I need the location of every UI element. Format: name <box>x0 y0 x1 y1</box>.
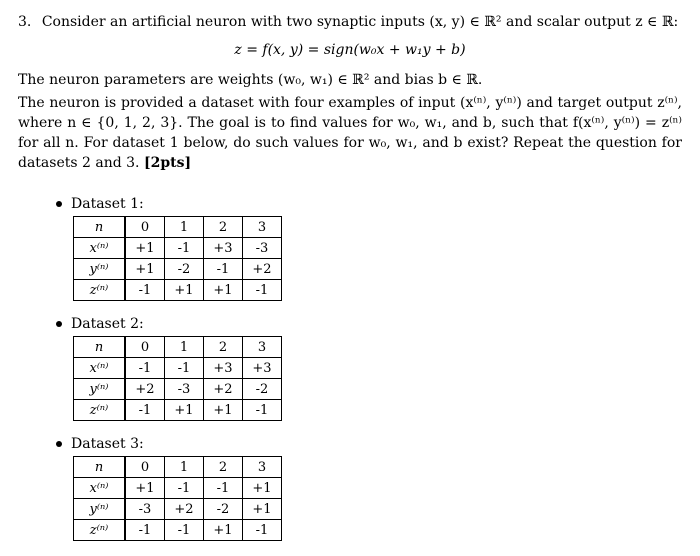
header-cell: 1 <box>165 217 204 238</box>
table-cell: -2 <box>165 259 204 280</box>
table-row <box>74 520 282 541</box>
dataset-title: Dataset 2: <box>71 316 144 332</box>
header-cell: 3 <box>243 457 282 478</box>
header-cell: n <box>74 217 126 238</box>
bullet-icon <box>56 201 62 207</box>
table-cell: -1 <box>204 259 243 280</box>
bullet-icon <box>56 441 62 447</box>
points-label: [2pts] <box>143 155 192 171</box>
row-label: y⁽ⁿ⁾ <box>74 259 126 280</box>
question-text <box>18 93 682 173</box>
table-cell: +1 <box>165 400 204 421</box>
header-cell: 1 <box>165 337 204 358</box>
table-cell: -1 <box>125 280 165 301</box>
table-cell: -1 <box>125 520 165 541</box>
table-cell: +1 <box>243 499 282 520</box>
header-cell: 3 <box>243 217 282 238</box>
table-header-row <box>74 457 282 478</box>
dataset-3 <box>56 436 282 541</box>
table-row <box>74 238 282 259</box>
table-cell: +2 <box>204 379 243 400</box>
table-cell: +2 <box>243 259 282 280</box>
row-label: x⁽ⁿ⁾ <box>74 238 126 259</box>
problem-intro: Consider an artificial neuron with two synaptic inputs (x, y) ∈ ℝ² and scalar output z ∈ ℝ: <box>41 14 679 30</box>
table-cell: -1 <box>204 478 243 499</box>
table-cell: -3 <box>125 499 165 520</box>
table-cell: +1 <box>125 259 165 280</box>
table-cell: -1 <box>125 400 165 421</box>
header-cell: 0 <box>125 217 165 238</box>
neuron-equation: z = f(x, y) = sign(w₀x + w₁y + b) <box>234 42 466 58</box>
table-cell: -3 <box>243 238 282 259</box>
table-cell: +2 <box>165 499 204 520</box>
dataset-1 <box>56 196 282 301</box>
table-cell: -1 <box>165 238 204 259</box>
dataset-2 <box>56 316 282 421</box>
table-cell: -2 <box>204 499 243 520</box>
table-cell: +1 <box>204 280 243 301</box>
table-cell: +1 <box>125 238 165 259</box>
table-row <box>74 478 282 499</box>
table-header-row <box>74 337 282 358</box>
table-cell: -1 <box>243 520 282 541</box>
dataset-table <box>73 336 282 421</box>
table-cell: +2 <box>125 379 165 400</box>
header-cell: 1 <box>165 457 204 478</box>
header-cell: n <box>74 457 126 478</box>
table-cell: +1 <box>243 478 282 499</box>
header-cell: 2 <box>204 337 243 358</box>
table-cell: +3 <box>204 358 243 379</box>
table-cell: -1 <box>165 520 204 541</box>
table-cell: -3 <box>165 379 204 400</box>
table-cell: +1 <box>204 520 243 541</box>
table-cell: -1 <box>165 358 204 379</box>
row-label: z⁽ⁿ⁾ <box>74 400 126 421</box>
dataset-table <box>73 456 282 541</box>
row-label: x⁽ⁿ⁾ <box>74 478 126 499</box>
header-cell: 2 <box>204 217 243 238</box>
table-row <box>74 358 282 379</box>
row-label: y⁽ⁿ⁾ <box>74 499 126 520</box>
table-row <box>74 280 282 301</box>
header-cell: 2 <box>204 457 243 478</box>
table-cell: +1 <box>125 478 165 499</box>
row-label: x⁽ⁿ⁾ <box>74 358 126 379</box>
question-body: The neuron is provided a dataset with four examples of input (x⁽ⁿ⁾, y⁽ⁿ⁾) and target output z⁽ⁿ⁾, where n ∈ {0, 1, 2, 3}. The goal is to find values for w₀, w₁, and b, such that f(x⁽ⁿ⁾, y⁽ⁿ⁾) = z⁽ⁿ⁾ for all n. For dataset 1 below, do such values for w₀, w₁, and b exist? Repeat the question for datasets 2 and 3. <box>18 95 682 171</box>
row-label: z⁽ⁿ⁾ <box>74 280 126 301</box>
table-cell: -1 <box>165 478 204 499</box>
dataset-table <box>73 216 282 301</box>
bullet-icon <box>56 321 62 327</box>
table-cell: +1 <box>165 280 204 301</box>
table-cell: -1 <box>243 400 282 421</box>
dataset-list <box>56 196 282 556</box>
table-row <box>74 379 282 400</box>
table-cell: +1 <box>204 400 243 421</box>
table-row <box>74 259 282 280</box>
problem-number: 3. <box>18 14 32 30</box>
problem-statement <box>18 12 682 173</box>
table-cell: +3 <box>204 238 243 259</box>
header-cell: 0 <box>125 457 165 478</box>
header-cell: 0 <box>125 337 165 358</box>
parameters-text: The neuron parameters are weights (w₀, w₁) ∈ ℝ² and bias b ∈ ℝ. <box>18 72 483 88</box>
table-row <box>74 400 282 421</box>
header-cell: 3 <box>243 337 282 358</box>
table-header-row <box>74 217 282 238</box>
header-cell: n <box>74 337 126 358</box>
row-label: z⁽ⁿ⁾ <box>74 520 126 541</box>
table-row <box>74 499 282 520</box>
row-label: y⁽ⁿ⁾ <box>74 379 126 400</box>
dataset-title: Dataset 3: <box>71 436 144 452</box>
dataset-title: Dataset 1: <box>71 196 144 212</box>
table-cell: -1 <box>125 358 165 379</box>
table-cell: +3 <box>243 358 282 379</box>
table-cell: -2 <box>243 379 282 400</box>
table-cell: -1 <box>243 280 282 301</box>
